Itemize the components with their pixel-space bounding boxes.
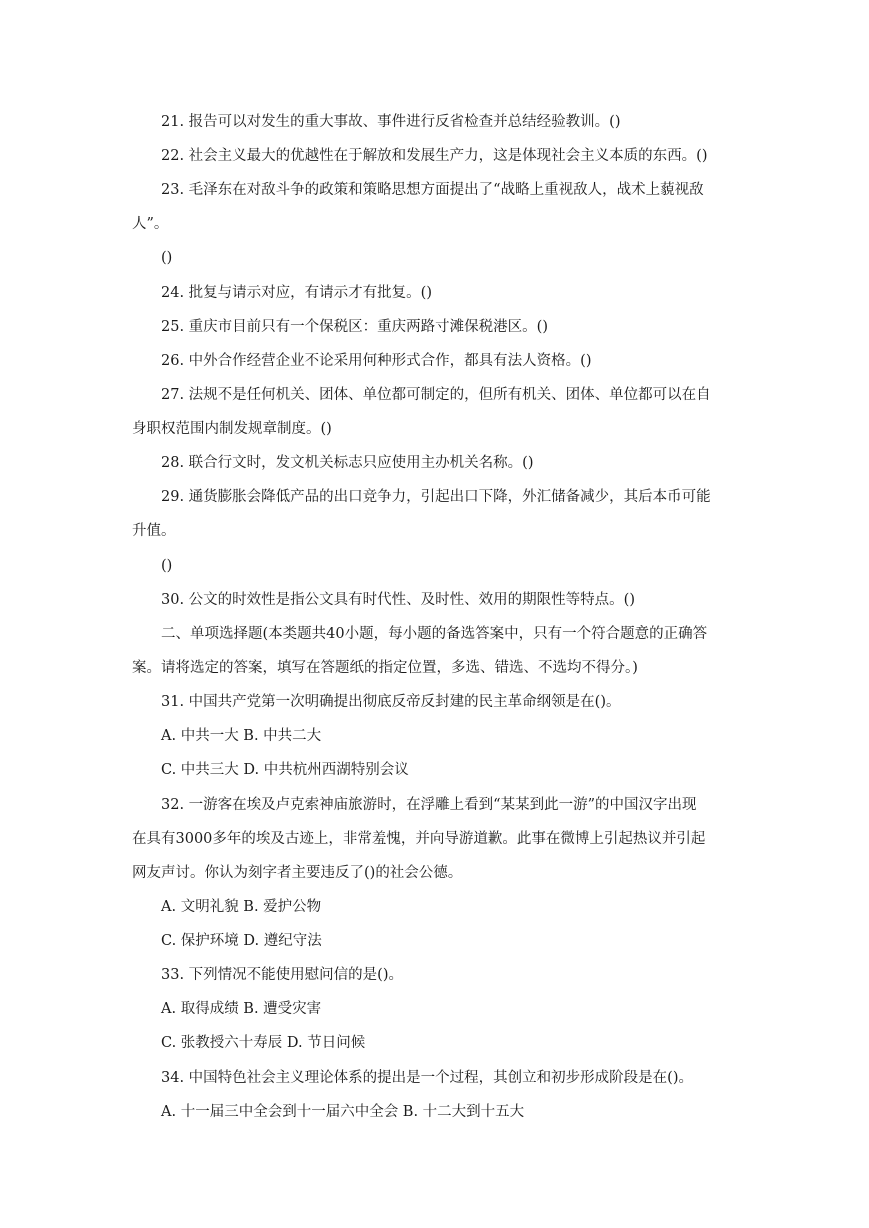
option-line: C. 保护环境 D. 遵纪守法: [161, 933, 322, 949]
option-line: A. 取得成绩 B. 遭受灾害: [161, 1001, 322, 1017]
text-line: 26. 中外合作经营企业不论采用何种形式合作，都具有法人资格。(): [161, 353, 592, 369]
text-line: 在具有3000多年的埃及古迹上，非常羞愧，并向导游道歉。此事在微博上引起热议并引起: [132, 831, 706, 847]
question-32: 32. 一游客在埃及卢克索神庙旅游时，在浮雕上看到“某某到此一游”的中国汉字出现: [161, 797, 697, 813]
question-33: 33. 下列情况不能使用慰问信的是()。: [161, 967, 403, 983]
text-line: 网友声讨。你认为刻字者主要违反了()的社会公德。: [132, 865, 463, 881]
option-line: A. 文明礼貌 B. 爱护公物: [161, 899, 322, 915]
question-34: 34. 中国特色社会主义理论体系的提出是一个过程，其创立和初步形成阶段是在()。: [161, 1070, 693, 1086]
text-line: (): [161, 250, 173, 266]
option-line: A. 中共一大 B. 中共二大: [161, 728, 322, 744]
text-line: 25. 重庆市目前只有一个保税区：重庆两路寸滩保税港区。(): [161, 319, 548, 335]
text-line: 人”。: [132, 216, 169, 232]
text-line: 27. 法规不是任何机关、团体、单位都可制定的，但所有机关、团体、单位都可以在自: [161, 387, 711, 403]
text-line: 22. 社会主义最大的优越性在于解放和发展生产力，这是体现社会主义本质的东西。(): [161, 148, 708, 164]
text-line: 24. 批复与请示对应，有请示才有批复。(): [161, 285, 432, 301]
text-line: 案。请将选定的答案，填写在答题纸的指定位置，多选、错选、不选均不得分。): [132, 660, 638, 676]
text-line: 身职权范围内制发规章制度。(): [132, 421, 332, 437]
text-line: 21. 报告可以对发生的重大事故、事件进行反省检查并总结经验教训。(): [161, 114, 621, 130]
text-line: 升值。: [132, 523, 176, 539]
section-heading: 二、单项选择题(本类题共40小题，每小题的备选答案中，只有一个符合题意的正确答: [161, 626, 708, 642]
text-line: 23. 毛泽东在对敌斗争的政策和策略思想方面提出了“战略上重视敌人，战术上藐视敌: [161, 182, 704, 198]
option-line: C. 张教授六十寿辰 D. 节日问候: [161, 1035, 366, 1051]
option-line: C. 中共三大 D. 中共杭州西湖特别会议: [161, 762, 409, 778]
text-line: 28. 联合行文时，发文机关标志只应使用主办机关名称。(): [161, 455, 534, 471]
text-line: (): [161, 558, 173, 574]
question-31: 31. 中国共产党第一次明确提出彻底反帝反封建的民主革命纲领是在()。: [161, 694, 621, 710]
option-line: A. 十一届三中全会到十一届六中全会 B. 十二大到十五大: [161, 1104, 525, 1120]
text-line: 29. 通货膨胀会降低产品的出口竞争力，引起出口下降，外汇储备减少，其后本币可能: [161, 489, 711, 505]
text-line: 30. 公文的时效性是指公文具有时代性、及时性、效用的期限性等特点。(): [161, 592, 635, 608]
